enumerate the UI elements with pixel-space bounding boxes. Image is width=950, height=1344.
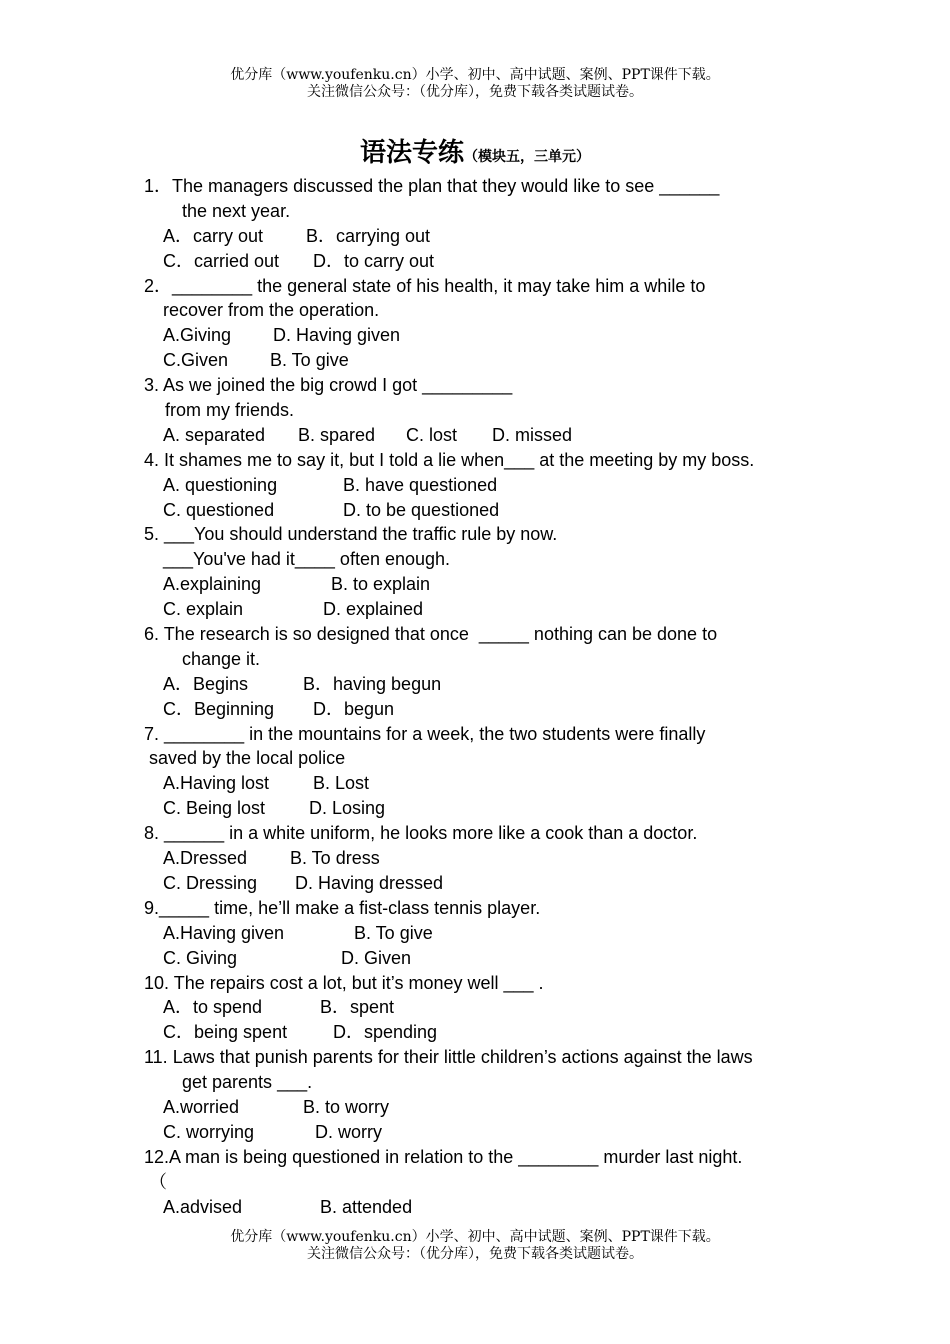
option-row xyxy=(144,1120,824,1145)
option[interactable]: D. Given xyxy=(341,947,412,968)
option[interactable]: B．carrying out xyxy=(306,225,431,246)
option-row xyxy=(144,423,824,448)
title-sub: （模块五，三单元） xyxy=(464,149,590,165)
option[interactable]: C. worrying xyxy=(163,1121,255,1142)
question-list xyxy=(144,174,824,1219)
option[interactable]: B．spent xyxy=(320,997,395,1018)
option[interactable]: A.advised xyxy=(163,1196,243,1217)
option[interactable]: D．spending xyxy=(333,1022,438,1043)
option[interactable]: C. Giving xyxy=(163,947,238,968)
option[interactable]: B. have questioned xyxy=(343,474,498,495)
question-item xyxy=(144,971,824,1046)
question-item xyxy=(144,373,824,448)
option-row xyxy=(144,572,824,597)
option[interactable]: B. To give xyxy=(270,350,349,371)
question-stem: 8. ______ in a white uniform, he looks more like a cook than a doctor. xyxy=(144,823,698,844)
option[interactable]: D．begun xyxy=(313,698,395,719)
option-row xyxy=(144,1020,824,1045)
option-row xyxy=(144,946,824,971)
option[interactable]: A.explaining xyxy=(163,574,262,595)
option[interactable]: B. Lost xyxy=(313,773,370,794)
option[interactable]: C．Beginning xyxy=(163,698,275,719)
option[interactable]: A.Dressed xyxy=(163,848,248,869)
question-item xyxy=(144,448,824,523)
option-row xyxy=(144,323,824,348)
option[interactable]: D. missed xyxy=(492,424,573,445)
question-item xyxy=(144,522,824,622)
question-stem-continued: from my friends. xyxy=(165,400,295,421)
header-line-1: 优分库（www.youfenku.cn）小学、初中、高中试题、案例、PPT课件下载。 xyxy=(230,67,720,83)
option[interactable]: B. to explain xyxy=(331,574,431,595)
option-row xyxy=(144,771,824,796)
option[interactable]: C．being spent xyxy=(163,1022,288,1043)
option[interactable]: A.Having given xyxy=(163,922,285,943)
option-row xyxy=(144,224,824,249)
option-row xyxy=(144,697,824,722)
question-stem: 2．________ the general state of his health, it may take him a while to xyxy=(144,275,706,296)
option[interactable]: B. spared xyxy=(298,424,376,445)
footer-line-1: 优分库（www.youfenku.cn）小学、初中、高中试题、案例、PPT课件下载。 xyxy=(230,1229,720,1245)
option[interactable]: D. Losing xyxy=(309,798,386,819)
option[interactable]: A．to spend xyxy=(163,997,263,1018)
question-stem-continued: （ xyxy=(149,1171,167,1192)
question-stem: 1．The managers discussed the plan that they would like to see ______ xyxy=(144,176,720,196)
option[interactable]: A. questioning xyxy=(163,474,278,495)
option[interactable]: C. Dressing xyxy=(163,872,258,893)
question-stem: 11. Laws that punish parents for their little children’s actions against the laws xyxy=(144,1047,753,1068)
option-row xyxy=(144,1095,824,1120)
page-header xyxy=(0,67,950,101)
option-row xyxy=(144,871,824,896)
option[interactable]: C.Given xyxy=(163,350,229,371)
option[interactable]: A．Begins xyxy=(163,673,249,694)
option[interactable]: D. explained xyxy=(323,599,424,620)
option[interactable]: A．carry out xyxy=(163,225,264,246)
footer-line-2: 关注微信公众号：（优分库），免费下载各类试题试卷。 xyxy=(307,1246,643,1262)
option-row xyxy=(144,796,824,821)
option[interactable]: B．having begun xyxy=(303,673,442,694)
header-line-2: 关注微信公众号：（优分库），免费下载各类试题试卷。 xyxy=(307,84,643,100)
question-item xyxy=(144,174,824,274)
option[interactable]: B. To dress xyxy=(290,848,380,869)
option-row xyxy=(144,597,824,622)
question-stem-continued: the next year. xyxy=(182,200,291,221)
option[interactable]: A.worried xyxy=(163,1096,240,1117)
option[interactable]: C. Being lost xyxy=(163,798,266,819)
option[interactable]: D. Having dressed xyxy=(295,872,444,893)
question-item xyxy=(144,821,824,896)
question-item xyxy=(144,1045,824,1145)
option-row xyxy=(144,995,824,1020)
option[interactable]: C. questioned xyxy=(163,499,275,520)
option-row xyxy=(144,921,824,946)
option[interactable]: D. Having given xyxy=(273,325,401,346)
option[interactable]: A.Having lost xyxy=(163,773,270,794)
question-stem: 12.A man is being questioned in relation to the ________ murder last night. xyxy=(144,1146,743,1167)
question-stem: 4. It shames me to say it, but I told a lie when___ at the meeting by my boss. xyxy=(144,449,755,470)
option[interactable]: B. To give xyxy=(354,922,433,943)
question-stem: 6. The research is so designed that once _____ nothing can be done to xyxy=(144,624,718,645)
option-row xyxy=(144,249,824,274)
option[interactable]: A. separated xyxy=(163,424,266,445)
question-stem-continued: change it. xyxy=(182,648,261,669)
option-row xyxy=(144,498,824,523)
option-row xyxy=(144,846,824,871)
option-row xyxy=(144,672,824,697)
option[interactable]: D. to be questioned xyxy=(343,499,500,520)
page-title xyxy=(0,132,950,169)
option[interactable]: D. worry xyxy=(315,1121,382,1142)
question-item xyxy=(144,274,824,374)
question-stem-continued: ___You've had it____ often enough. xyxy=(163,549,451,570)
option[interactable]: C．carried out xyxy=(163,250,280,271)
question-stem: 9._____ time, he’ll make a fist-class tennis player. xyxy=(144,897,541,918)
option-row xyxy=(144,473,824,498)
option[interactable]: B. attended xyxy=(320,1196,413,1217)
question-item xyxy=(144,722,824,822)
question-item xyxy=(144,896,824,971)
option[interactable]: A.Giving xyxy=(163,325,232,346)
option[interactable]: B. to worry xyxy=(303,1096,390,1117)
option-row xyxy=(144,1195,824,1220)
question-stem-continued: saved by the local police xyxy=(149,748,346,769)
question-item xyxy=(144,622,824,722)
option[interactable]: C. lost xyxy=(406,424,458,445)
question-item xyxy=(144,1145,824,1220)
option[interactable]: C. explain xyxy=(163,599,244,620)
title-main: 语法专练 xyxy=(359,138,464,168)
question-stem: 7. ________ in the mountains for a week, the two students were finally xyxy=(144,723,706,744)
page-footer xyxy=(0,1229,950,1263)
question-stem: 3. As we joined the big crowd I got _________ xyxy=(144,375,513,396)
question-stem-continued: recover from the operation. xyxy=(163,300,380,321)
option[interactable]: D．to carry out xyxy=(313,250,435,271)
question-stem-continued: get parents ___. xyxy=(182,1072,313,1093)
option-row xyxy=(144,348,824,373)
question-stem: 5. ___You should understand the traffic rule by now. xyxy=(144,524,558,545)
question-stem: 10. The repairs cost a lot, but it’s money well ___ . xyxy=(144,972,544,993)
